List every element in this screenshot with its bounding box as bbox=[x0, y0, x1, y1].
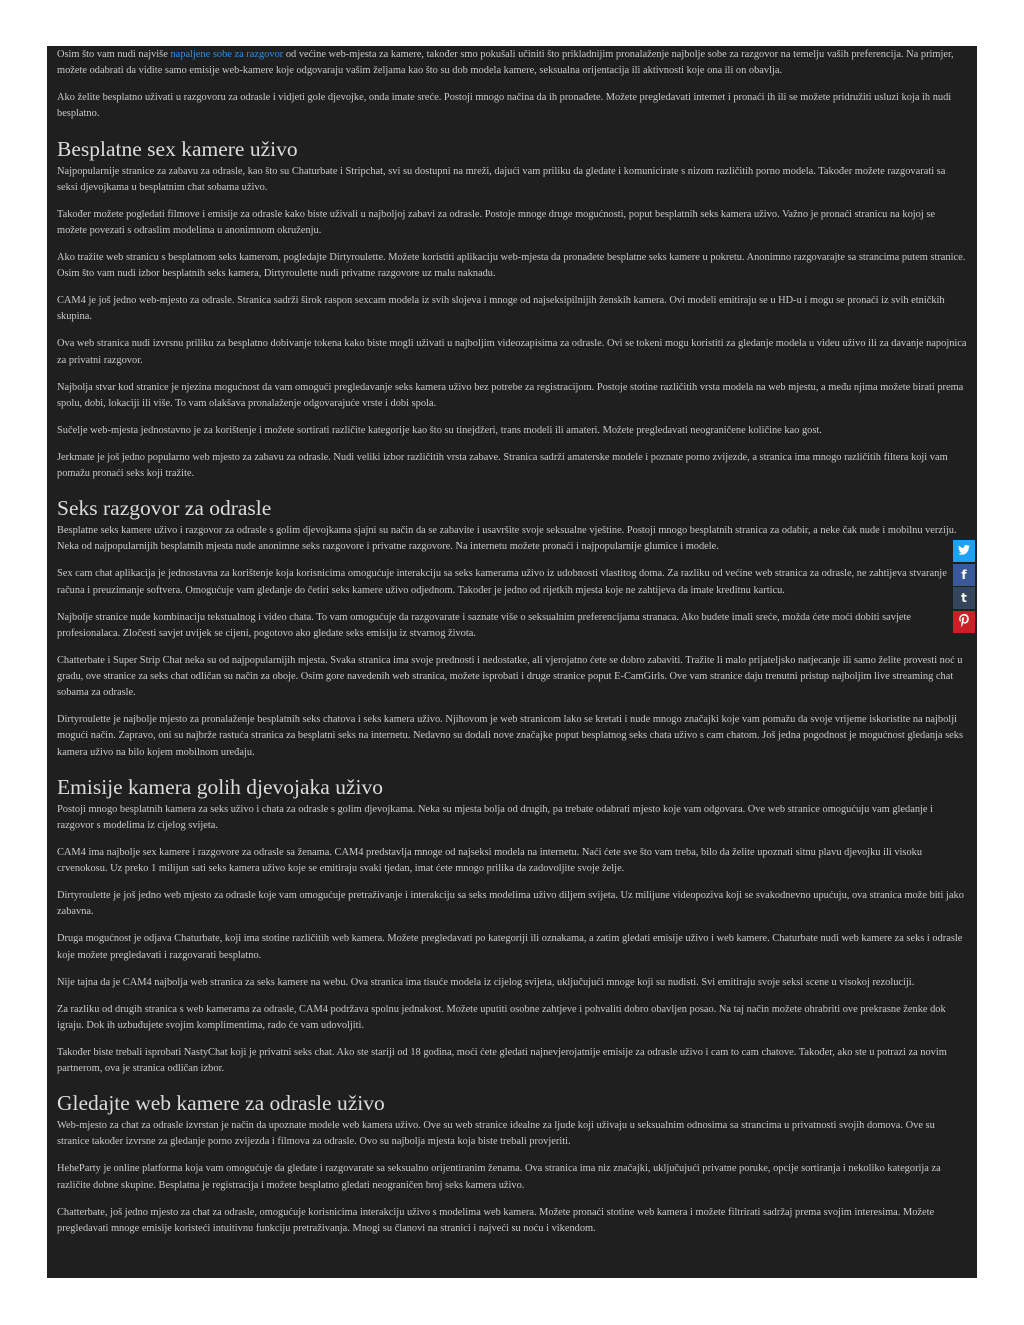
paragraph bbox=[57, 47, 967, 79]
paragraph: Web-mjesto za chat za odrasle izvrstan je način da upoznate modele web kamera uživo. Ove su web stranice idealne za ljude koji uživaju u seksualnim odnosima sa strancima u privatnosti svojih domova. Ove su stranice također izvrsne za gledanje porno zvijezda i filmova za odrasle. Ovo su najbolja mjesta koja biste trebali provjeriti. bbox=[57, 1120, 935, 1148]
chat-rooms-link[interactable]: napaljene sobe za razgovor bbox=[170, 49, 284, 60]
paragraph: Druga mogućnost je odjava Chaturbate, koji ima stotine različitih web kamera. Možete pregledavati po kategoriji ili oznakama, a zatim gledati emisije uživo i web kamere. Chaturbate nudi web kamere za seks i odrasle koje možete pregledavati i razgovarati besplatno. bbox=[57, 933, 963, 961]
paragraph-text: Osim što vam nudi najviše bbox=[57, 49, 171, 60]
facebook-share-button[interactable] bbox=[953, 564, 975, 586]
pinterest-share-button[interactable] bbox=[953, 611, 975, 633]
paragraph: Najbolja stvar kod stranice je njezina mogućnost da vam omogući pregledavanje seks kamera uživo bez potrebe za registracijom. Postoje stotine različitih vrsta modela na web mjestu, a među njima možete birati prema spolu, dobi, lokaciji ili više. To vam olakšava pronalaženje odgovarajuće vrste i dobi spola. bbox=[57, 381, 964, 409]
paragraph: HeheParty je online platforma koja vam omogućuje da gledate i razgovarate sa seksualno orijentiranim ženama. Ova stranica ima niz značajki, uključujući privatne poruke, opcije sortiranja i nekoliko kategorija za različite dobne skupine. Besplatna je registracija i možete besplatno gledati neograničen broj seks kamera uživo. bbox=[57, 1163, 941, 1191]
paragraph: Ova web stranica nudi izvrsnu priliku za besplatno dobivanje tokena kako biste mogli uživati u najboljim videozapisima za odrasle. Ovi se tokeni mogu koristiti za gledanje modela u videu uživo ili za davanje napojnica za privatni razgovor. bbox=[57, 338, 967, 366]
twitter-icon bbox=[958, 544, 970, 558]
pinterest-icon bbox=[959, 614, 970, 630]
paragraph: Chatterbate, još jedno mjesto za chat za odrasle, omogućuje korisnicima interakciju uživo s modelima web kamera. Možete pronaći stotine web kamera i možete filtrirati sadržaj prema svojim interesima. Možete pregledavati mnoge emisije koristeći intuitivnu funkciju pretraživanja. Mnogi su članovi na stranici i najveći su noću i vikendom. bbox=[57, 1206, 935, 1234]
paragraph: Dirtyroulette je još jedno web mjesto za odrasle koje vam omogućuje pretraživanje i interakciju sa seks modelima uživo diljem svijeta. Uz milijune videopoziva koji se svakodnevno upućuju, ova stranica može biti jako zabavna. bbox=[57, 890, 964, 918]
twitter-share-button[interactable] bbox=[953, 540, 975, 562]
paragraph: Postoji mnogo besplatnih kamera za seks uživo i chata za odrasle s golim djevojkama. Neka su mjesta bolja od drugih, pa trebate odabrati mjesto koje vam odgovara. Ove web stranice omogućuju vam gledanje i razgovor s modelima iz cijelog svijeta. bbox=[57, 803, 934, 832]
section-heading: Besplatne sex kamere uživo bbox=[57, 136, 298, 161]
article-content bbox=[47, 46, 977, 1278]
paragraph: CAM4 je još jedno web-mjesto za odrasle. Stranica sadrži širok raspon sexcam modela iz svih slojeva i mnoge od najseksipilnijih ženskih kamera. Ovi modeli emitiraju se u HD-u i mogu se pronaći iz svih etničkih skupina. bbox=[57, 295, 945, 323]
paragraph: Ako tražite web stranicu s besplatnom seks kamerom, pogledajte Dirtyroulette. Možete koristiti aplikaciju web-mjesta da pronađete besplatne seks kamere u pokretu. Anonimno razgovarajte sa strancima putem stranice. Osim što vam nudi izbor besplatnih seks kamera, Dirtyroulette nudi privatne razgovore uz malu naknadu. bbox=[57, 252, 966, 280]
paragraph: Također biste trebali isprobati NastyChat koji je privatni seks chat. Ako ste stariji od 18 godina, moći ćete gledati najnevjerojatnije emisije za odrasle uživo i cam to cam chatove. Također, ako ste u potrazi za novim partnerom, ova je stranica odličan izbor. bbox=[57, 1046, 947, 1075]
paragraph: Sučelje web-mjesta jednostavno je za korištenje i možete sortirati različite kategorije kao što su tinejdžeri, trans modeli ili amateri. Možete pregledavati neograničene količine kao gost. bbox=[57, 424, 822, 436]
tumblr-icon: t bbox=[961, 591, 967, 605]
paragraph: Također možete pogledati filmove i emisije za odrasle kako biste uživali u najboljoj zabavi za odrasle. Postoje mnoge druge mogućnosti, poput besplatnih seks kamera uživo. Važno je pronaći stranicu na kojoj se možete povezati s odraslim modelima u anonimnom okruženju. bbox=[57, 208, 935, 237]
paragraph: Nije tajna da je CAM4 najbolja web stranica za seks kamere na webu. Ova stranica ima tisuće modela iz cijelog svijeta, uključujući mnoge koji su nudisti. Svi emitiraju svoje seksi scene u visokoj rezoluciji. bbox=[57, 976, 915, 988]
section-heading: Emisije kamera golih djevojaka uživo bbox=[57, 774, 383, 799]
paragraph: Dirtyroulette je najbolje mjesto za pronalaženje besplatnih seks chatova i seks kamera uživo. Njihovom je web stranicom lako se kretati i nude mnogo značajki koje vam pomažu da svoje vrijeme iskoristite na najbolji mogući način. Zapravo, oni su najbrže rastuća stranica za besplatni seks na internetu. Nedavno su dodali nove značajke poput besplatnog seks chata uživo s cam chatom. Još jedna pogodnost je mogućnost gledanja seks kamera uživo na bilo kojem mobilnom uređaju. bbox=[57, 714, 964, 758]
paragraph: Chatterbate i Super Strip Chat neka su od najpopularnijih mjesta. Svaka stranica ima svoje prednosti i nedostatke, ali vjerojatno ćete se dobro zabaviti. Tražite li malo prijateljsko natjecanje ili samo želite provesti noć u gradu, ove stranice za seks chat odličan su način za oboje. Osim gore navedenih web stranica, možete isprobati i druge stranice poput E-CamGirls. Ove vam stranice daju trenutni pristup najboljim live streaming chat sobama za odrasle. bbox=[57, 654, 963, 699]
section-heading: Gledajte web kamere za odrasle uživo bbox=[57, 1091, 385, 1116]
paragraph: CAM4 ima najbolje sex kamere i razgovore za odrasle sa ženama. CAM4 predstavlja mnoge od najseksi modela na internetu. Naći ćete sve što vam treba, bilo da želite upoznati sitnu plavu djevojku ili visoku crvenokosu. Uz preko 1 milijun sati seks kamera uživo koje se emitiraju svaki tjedan, imat ćete mnogo prilika da zadovoljite svoje želje. bbox=[57, 847, 923, 875]
paragraph: Najpopularnije stranice za zabavu za odrasle, kao što su Chaturbate i Stripchat, svi su dostupni na mreži, dajući vam priliku da gledate i komunicirate s nizom različitih porno modela. Također možete razgovarati sa seksi djevojkama u besplatnim chat sobama uživo. bbox=[57, 165, 946, 193]
section-heading: Seks razgovor za odrasle bbox=[57, 496, 272, 521]
paragraph: Jerkmate je još jedno popularno web mjesto za zabavu za odrasle. Nudi veliki izbor različitih vrsta zabave. Stranica sadrži amaterske modele i poznate porno zvijezde, a stranica ima mnogo različitih filtera koji vam pomažu pronaći seks koji tražite. bbox=[57, 451, 948, 480]
social-share-bar bbox=[953, 540, 975, 634]
paragraph: Za razliku od drugih stranica s web kamerama za odrasle, CAM4 podržava spolnu jednakost. Možete uputiti osobne zahtjeve i pohvaliti dobro obavljen posao. Na taj način možete ohrabriti ove prekrasne ženke dok igraju. Dok ih uzbuđujete svojim komplimentima, rado će vam udovoljiti. bbox=[57, 1003, 946, 1031]
paragraph: Sex cam chat aplikacija je jednostavna za korištenje koja korisnicima omogućuje interakciju sa seks kamerama uživo iz udobnosti vlastitog doma. Za razliku od većine web stranica za odrasle, ne zahtijeva stvaranje računa i preuzimanje softvera. Omogućuje vam gledanje do četiri seks kamere uživo odjednom. Također je jedno od rijetkih mjesta koje ne zahtijeva da imate kreditnu karticu. bbox=[57, 568, 947, 596]
paragraph: Najbolje stranice nude kombinaciju tekstualnog i video chata. To vam omogućuje da razgovarate i saznate više o seksualnim preferencijama stranaca. Ako budete imali sreće, možda ćete moći dobiti savjete profesionalaca. Zločesti savjet uvijek se cijeni, pogotovo ako gledate seks emisiju iz stvarnog života. bbox=[57, 611, 911, 639]
paragraph: Ako želite besplatno uživati u razgovoru za odrasle i vidjeti gole djevojke, onda imate sreće. Postoji mnogo načina da ih pronađete. Možete pregledavati internet i pronaći ih ili se možete pridružiti usluzi koja ih nudi besplatno. bbox=[57, 92, 952, 120]
tumblr-share-button[interactable] bbox=[953, 587, 975, 609]
facebook-icon: f bbox=[961, 567, 967, 582]
paragraph-text: od većine web-mjesta za kamere, također smo pokušali učiniti što prikladnijim pronalaženje najbolje sobe za razgovor na temelju vaših preferencija. Na primjer, možete odabrati da vidite samo emisije web-kamere koje odgovaraju vašim željama kao što su dob modela kamere, seksualna orijentacija ili aktivnosti koje ona ili on obavlja. bbox=[57, 49, 954, 77]
paragraph: Besplatne seks kamere uživo i razgovor za odrasle s golim djevojkama sjajni su način da se zabavite i usavršite svoje seksualne vještine. Postoji mnogo besplatnih stranica za odabir, a neke čak nude i mobilnu verziju. Neka od najpopularnijih besplatnih mjesta nude anonimne seks razgovore i privatne razgovore. Na internetu možete pronaći i najpopularnije glumice i modele. bbox=[57, 525, 957, 553]
